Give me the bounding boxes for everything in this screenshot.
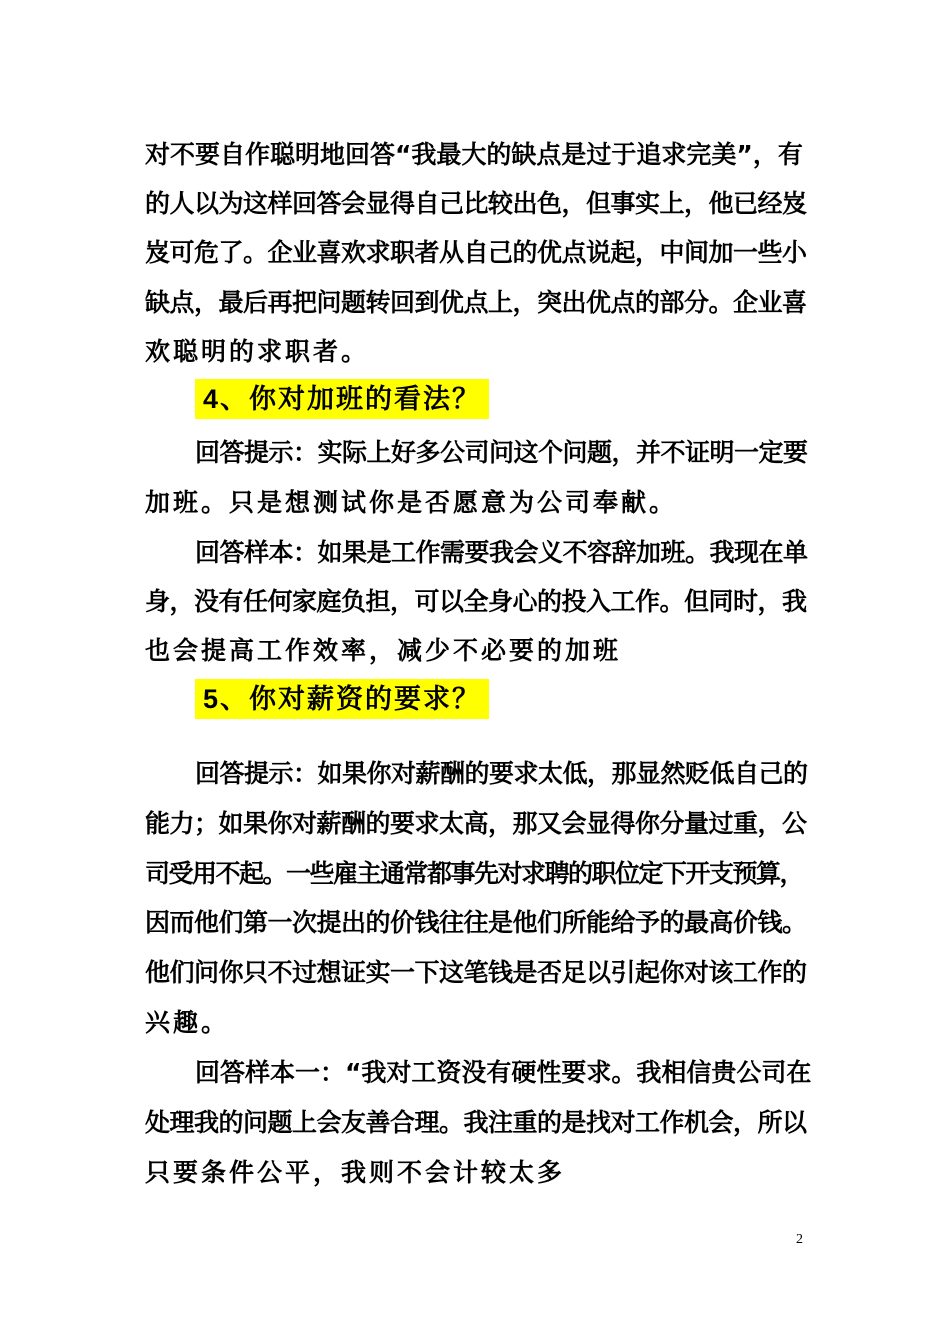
paragraph-line: 他们问你只不过想证实一下这笔钱是否足以引起你对该工作的	[145, 958, 807, 987]
paragraph-line: 欢聪明的求职者。	[145, 337, 370, 366]
paragraph-line: 的人以为这样回答会显得自己比较出色，但事实上，他已经岌	[145, 189, 807, 218]
paragraph-line: 处理我的问题上会友善合理。我注重的是找对工作机会，所以	[145, 1108, 807, 1137]
paragraph-line: 回答提示：如果你对薪酬的要求太低，那显然贬低自己的	[195, 759, 808, 788]
paragraph-line: 加班。只是想测试你是否愿意为公司奉献。	[145, 488, 678, 517]
paragraph-line: 缺点，最后再把问题转回到优点上，突出优点的部分。企业喜	[145, 288, 807, 317]
paragraph-line: 对不要自作聪明地回答“我最大的缺点是过于追求完美”，有	[145, 140, 803, 169]
paragraph-line: 回答样本一：“我对工资没有硬性要求。我相信贵公司在	[195, 1058, 812, 1087]
paragraph-line: 兴趣。	[145, 1008, 230, 1037]
paragraph-line: 因而他们第一次提出的价钱往往是他们所能给予的最高价钱。	[145, 908, 807, 937]
paragraph-line: 身，没有任何家庭负担，可以全身心的投入工作。但同时，我	[145, 587, 807, 616]
section-heading-4: 4、你对加班的看法？	[195, 379, 489, 419]
paragraph-line: 只要条件公平，我则不会计较太多	[145, 1158, 566, 1187]
paragraph-line: 回答样本：如果是工作需要我会义不容辞加班。我现在单	[195, 538, 808, 567]
paragraph-line: 能力；如果你对薪酬的要求太高，那又会显得你分量过重，公	[145, 809, 807, 838]
section-heading-5: 5、你对薪资的要求？	[195, 679, 489, 719]
paragraph-line: 岌可危了。企业喜欢求职者从自己的优点说起，中间加一些小	[145, 238, 807, 267]
paragraph-line: 也会提高工作效率，减少不必要的加班	[145, 636, 622, 665]
paragraph-line: 司受用不起。一些雇主通常都事先对求聘的职位定下开支预算，	[145, 859, 804, 888]
page-number: 2	[796, 1232, 803, 1247]
paragraph-line: 回答提示：实际上好多公司问这个问题，并不证明一定要	[195, 438, 808, 467]
